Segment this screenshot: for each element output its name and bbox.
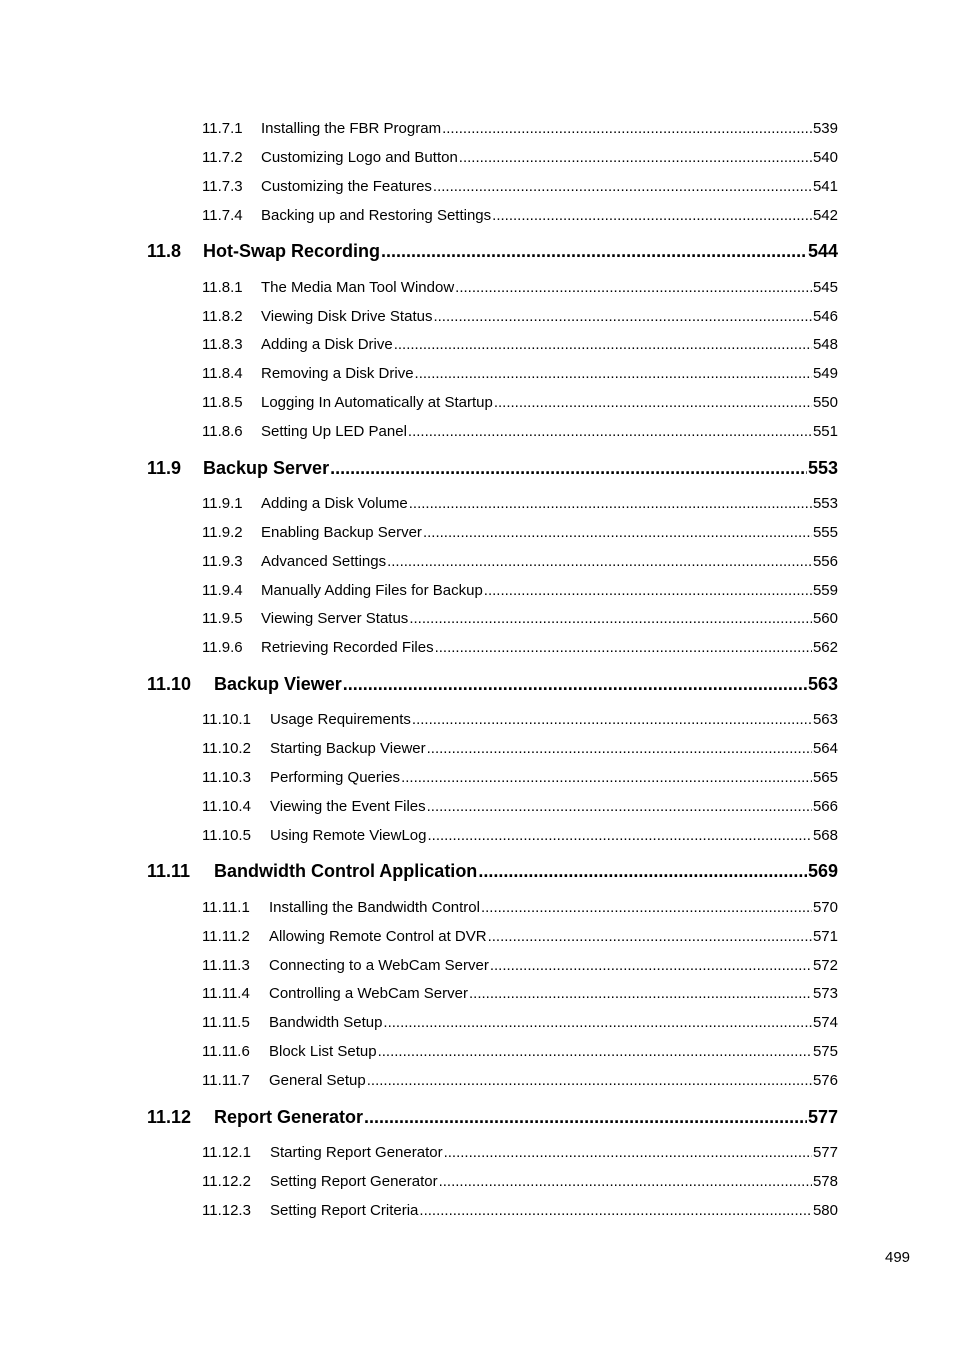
toc-entry-number: 11.10.1 [202,711,251,728]
toc-entry[interactable] [202,308,838,325]
toc-dot-leader [367,1072,812,1089]
toc-entry-number: 11.11 [147,861,191,881]
toc-entry[interactable] [202,1202,838,1219]
toc-entry-number: 11.7.4 [202,207,243,224]
toc-entry-page: 553 [812,495,838,512]
toc-dot-leader [387,553,812,570]
toc-entry-title: Hot-Swap Recording [203,241,381,261]
toc-dot-leader [484,582,812,599]
toc-section[interactable] [147,861,838,882]
toc-dot-leader [409,610,812,627]
toc-entry-number: 11.8.6 [202,423,243,440]
toc-entry-number: 11.11.3 [202,957,250,974]
toc-entry-page: 563 [807,674,838,694]
toc-entry-page: 560 [812,610,838,627]
toc-entry[interactable] [202,553,838,570]
toc-entry-page: 571 [812,928,838,945]
toc-entry-number: 11.7.3 [202,178,243,195]
toc-entry[interactable] [202,1072,838,1089]
toc-entry-page: 546 [812,308,838,325]
toc-dot-leader [415,365,812,382]
toc-entry-title: Manually Adding Files for Backup [261,582,483,599]
toc-dot-leader [412,711,812,728]
toc-dot-leader [427,827,811,844]
toc-section[interactable] [147,1107,838,1128]
toc-entry-page: 569 [807,861,838,881]
toc-entry[interactable] [202,178,838,195]
toc-entry-page: 551 [812,423,838,440]
toc-dot-leader [488,928,812,945]
toc-dot-leader [364,1107,807,1128]
toc-entry-page: 566 [812,798,838,815]
toc-entry-title: Starting Report Generator [270,1144,443,1161]
toc-entry-number: 11.11.2 [202,928,250,945]
toc-dot-leader [383,1014,812,1031]
toc-entry-page: 577 [812,1144,838,1161]
toc-entry-title: Customizing the Features [261,178,432,195]
toc-entry-number: 11.12.3 [202,1202,251,1219]
toc-entry-title: Retrieving Recorded Files [261,639,434,656]
toc-entry-number: 11.8.2 [202,308,243,325]
toc-dot-leader [427,798,812,815]
toc-entry-title: Usage Requirements [270,711,411,728]
toc-entry-title: Connecting to a WebCam Server [269,957,489,974]
toc-entry-page: 539 [812,120,838,137]
toc-entry[interactable] [202,524,838,541]
toc-entry-number: 11.11.5 [202,1014,250,1031]
toc-entry-title: Backing up and Restoring Settings [261,207,492,224]
toc-entry-number: 11.8.3 [202,336,243,353]
toc-entry-number: 11.10 [147,674,192,694]
toc-entry-number: 11.10.2 [202,740,251,757]
toc-entry[interactable] [202,740,838,757]
toc-entry-page: 562 [812,639,838,656]
toc-entry-number: 11.8.5 [202,394,243,411]
toc-entry[interactable] [202,985,838,1002]
toc-entry-number: 11.10.3 [202,769,251,786]
toc-entry[interactable] [202,336,838,353]
toc-entry-number: 11.10.4 [202,798,251,815]
toc-dot-leader [492,207,812,224]
toc-entry-number: 11.8.1 [202,279,243,296]
toc-entry-number: 11.9.1 [202,495,243,512]
toc-entry-page: 568 [812,827,838,844]
toc-entry[interactable] [202,1014,838,1031]
toc-entry[interactable] [202,711,838,728]
toc-entry-title: Installing the FBR Program [261,120,442,137]
toc-entry-page: 574 [812,1014,838,1031]
toc-entry-title: Adding a Disk Drive [261,336,393,353]
toc-dot-leader [394,336,812,353]
toc-entry-number: 11.7.2 [202,149,243,166]
toc-entry-page: 565 [812,769,838,786]
toc-entry[interactable] [202,279,838,296]
toc-entry-number: 11.9.3 [202,553,243,570]
toc-entry-number: 11.12 [147,1107,192,1127]
toc-entry[interactable] [202,149,838,166]
toc-entry-page: 553 [807,458,838,478]
toc-entry-number: 11.8 [147,241,182,261]
toc-entry-title: Logging In Automatically at Startup [261,394,493,411]
toc-entry[interactable] [202,423,838,440]
toc-entry-title: Adding a Disk Volume [261,495,408,512]
toc-entry-page: 548 [812,336,838,353]
toc-entry[interactable] [202,495,838,512]
toc-entry-number: 11.10.5 [202,827,251,844]
toc-entry-page: 559 [812,582,838,599]
toc-entry-number: 11.11.7 [202,1072,250,1089]
toc-section[interactable] [147,674,838,695]
toc-dot-leader [469,985,812,1002]
toc-entry-page: 572 [812,957,838,974]
toc-entry-page: 577 [807,1107,838,1127]
toc-entry-page: 575 [812,1043,838,1060]
toc-entry-title: Installing the Bandwidth Control [269,899,480,916]
toc-dot-leader [343,674,807,695]
toc-entry-page: 573 [812,985,838,1002]
toc-entry-number: 11.11.1 [202,899,250,916]
toc-entry-page: 549 [812,365,838,382]
toc-entry-page: 542 [812,207,838,224]
toc-entry-title: Allowing Remote Control at DVR [269,928,487,945]
toc-entry-page: 556 [812,553,838,570]
toc-entry-page: 544 [807,241,838,261]
toc-entry-title: Backup Server [203,458,330,478]
toc-entry[interactable] [202,928,838,945]
toc-entry-page: 545 [812,279,838,296]
toc-dot-leader [490,957,812,974]
toc-dot-leader [444,1144,812,1161]
toc-entry[interactable] [202,120,838,137]
toc-dot-leader [494,394,812,411]
toc-entry-page: 580 [812,1202,838,1219]
toc-dot-leader [459,149,812,166]
toc-dot-leader [455,279,812,296]
page-number: 499 [885,1249,911,1266]
toc-dot-leader [439,1173,812,1190]
toc-entry-number: 11.9.5 [202,610,243,627]
toc-entry[interactable] [202,639,838,656]
toc-entry-title: Viewing Disk Drive Status [261,308,433,325]
toc-entry[interactable] [202,957,838,974]
toc-section[interactable] [147,458,838,479]
toc-entry-page: 540 [812,149,838,166]
toc-dot-leader [419,1202,812,1219]
toc-entry[interactable] [202,899,838,916]
toc-entry[interactable] [202,610,838,627]
toc-entry-title: Setting Up LED Panel [261,423,407,440]
toc-entry-title: Controlling a WebCam Server [269,985,468,1002]
toc-entry-title: Using Remote ViewLog [270,827,427,844]
toc-entry-title: Performing Queries [270,769,401,786]
toc-entry-number: 11.9 [147,458,182,478]
toc-entry-title: Block List Setup [269,1043,377,1060]
toc-entry-number: 11.9.6 [202,639,243,656]
toc-entry-title: Removing a Disk Drive [261,365,414,382]
toc-entry[interactable] [202,1173,838,1190]
toc-dot-leader [433,178,812,195]
toc-entry-page: 550 [812,394,838,411]
toc-entry-number: 11.7.1 [202,120,243,137]
toc-entry[interactable] [202,207,838,224]
toc-entry-number: 11.12.2 [202,1173,251,1190]
toc-entry-number: 11.12.1 [202,1144,251,1161]
toc-entry-title: Report Generator [214,1107,364,1127]
toc-dot-leader [427,740,812,757]
toc-entry[interactable] [202,1144,838,1161]
toc-dot-leader [435,639,812,656]
toc-entry-number: 11.8.4 [202,365,243,382]
toc-entry-title: Advanced Settings [261,553,387,570]
toc-entry[interactable] [202,769,838,786]
toc-dot-leader [378,1043,812,1060]
toc-entry-page: 555 [812,524,838,541]
toc-entry-number: 11.9.2 [202,524,243,541]
toc-entry[interactable] [202,827,838,844]
toc-entry-page: 578 [812,1173,838,1190]
toc-entry-title: Bandwidth Setup [269,1014,383,1031]
toc-entry-title: Viewing Server Status [261,610,409,627]
toc-dot-leader [330,458,807,479]
toc-entry-page: 570 [812,899,838,916]
toc-dot-leader [381,241,807,262]
toc-entry-number: 11.11.4 [202,985,250,1002]
toc-dot-leader [478,861,807,882]
toc-dot-leader [481,899,812,916]
toc-entry-title: Setting Report Generator [270,1173,438,1190]
toc-entry-title: General Setup [269,1072,366,1089]
toc-entry-title: Starting Backup Viewer [270,740,426,757]
toc-entry-title: Setting Report Criteria [270,1202,419,1219]
toc-entry-title: Viewing the Event Files [270,798,426,815]
toc-entry[interactable] [202,798,838,815]
toc-entry-page: 576 [812,1072,838,1089]
toc-entry-number: 11.9.4 [202,582,243,599]
toc-entry[interactable] [202,394,838,411]
toc-dot-leader [442,120,812,137]
toc-dot-leader [433,308,812,325]
toc-entry-number: 11.11.6 [202,1043,250,1060]
toc-entry[interactable] [202,582,838,599]
toc-dot-leader [408,423,812,440]
toc-entry-title: Enabling Backup Server [261,524,422,541]
toc-entry-title: Bandwidth Control Application [214,861,478,881]
toc-entry-title: Backup Viewer [214,674,342,694]
toc-entry[interactable] [202,365,838,382]
toc-dot-leader [423,524,812,541]
toc-entry[interactable] [202,1043,838,1060]
toc-entry-page: 563 [812,711,838,728]
toc-entry-page: 541 [812,178,838,195]
toc-section[interactable] [147,241,838,262]
toc-dot-leader [409,495,812,512]
toc-entry-title: Customizing Logo and Button [261,149,458,166]
toc-dot-leader [401,769,812,786]
toc-entry-page: 564 [812,740,838,757]
toc-entry-title: The Media Man Tool Window [261,279,455,296]
